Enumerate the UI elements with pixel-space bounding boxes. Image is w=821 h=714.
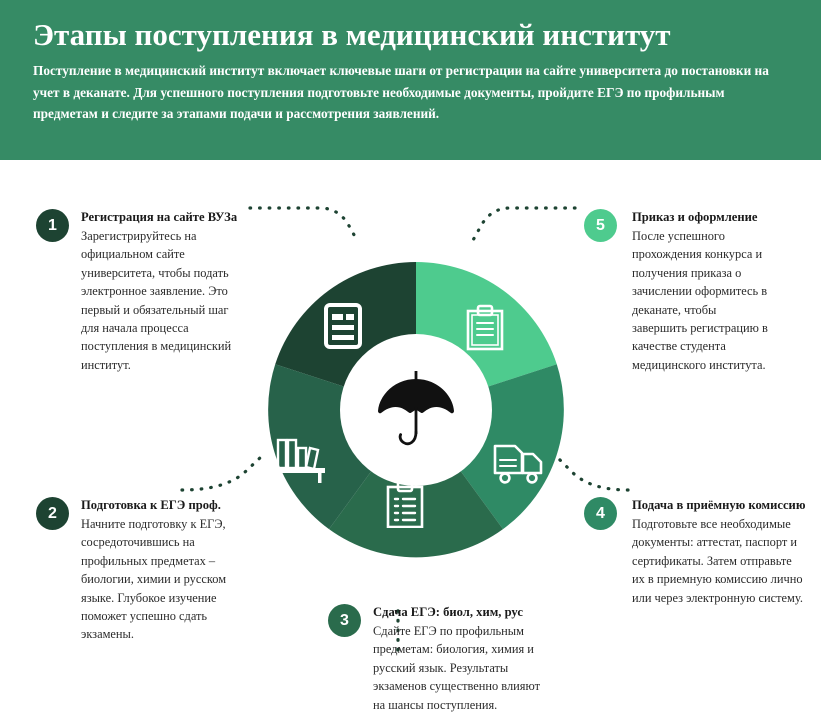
- step-badge-2: 2: [36, 497, 69, 530]
- header-banner: [0, 0, 821, 160]
- step-title-3: Сдача ЕГЭ: биол, хим, рус: [373, 605, 523, 619]
- header-description: Поступление в медицинский институт включает ключевые шаги от регистрации на сайте университета до постановки на учет в деканате. Для успешного поступления подготовьте необходимые документы, пройдите ЕГЭ по профильным предметам и следите за этапами подачи и рассмотрения заявлений.: [33, 63, 769, 121]
- step-text-4: Подготовьте все необходимые документы: аттестат, паспорт и сертификаты. Затем отправьте их в приемную комиссию лично или через электронную систему.: [632, 517, 803, 605]
- checklist-clipboard-icon: [382, 480, 428, 528]
- connector-step-5: [472, 208, 575, 242]
- step-content-4: [632, 497, 807, 607]
- page-title: Этапы поступления в медицинский институт: [33, 17, 671, 52]
- step-content-3: [373, 604, 553, 714]
- step-content-2: [81, 497, 249, 644]
- connector-step-4: [556, 456, 628, 490]
- step-badge-5: 5: [584, 209, 617, 242]
- umbrella-icon: [374, 366, 458, 454]
- step-content-5: [632, 209, 772, 374]
- step-badge-3: 3: [328, 604, 361, 637]
- delivery-truck-icon: [492, 440, 546, 488]
- step-text-1: Зарегистрируйтесь на официальном сайте университета, чтобы подать электронное заявление. Это первый и обязательный шаг для начала процесса поступления в медицинский институт.: [81, 229, 232, 372]
- connector-step-2: [182, 456, 262, 490]
- step-text-3: Сдайте ЕГЭ по профильным предметам: биология, химия и русский язык. Результаты экзаменов существенно влияют на шансы поступления.: [373, 624, 541, 712]
- document-form-icon: [320, 302, 366, 350]
- step-title-4: Подача в приёмную комиссию: [632, 498, 806, 512]
- step-content-1: [81, 209, 249, 374]
- process-donut-chart: [268, 262, 564, 558]
- clipboard-lines-icon: [462, 304, 508, 352]
- step-text-5: После успешного прохождения конкурса и получения приказа о зачислении оформитесь в деканате, чтобы завершить регистрацию в качестве студента медицинского института.: [632, 229, 768, 372]
- bookshelf-icon: [272, 434, 328, 486]
- step-title-2: Подготовка к ЕГЭ проф.: [81, 498, 221, 512]
- step-badge-4: 4: [584, 497, 617, 530]
- step-title-1: Регистрация на сайте ВУЗа: [81, 210, 238, 224]
- step-badge-1: 1: [36, 209, 69, 242]
- step-title-5: Приказ и оформление: [632, 210, 758, 224]
- connector-step-1: [250, 208, 358, 242]
- step-text-2: Начните подготовку к ЕГЭ, сосредоточившись на профильных предметах – биологии, химии и русском языке. Глубокое изучение поможет успешно сдать экзамены.: [81, 517, 227, 642]
